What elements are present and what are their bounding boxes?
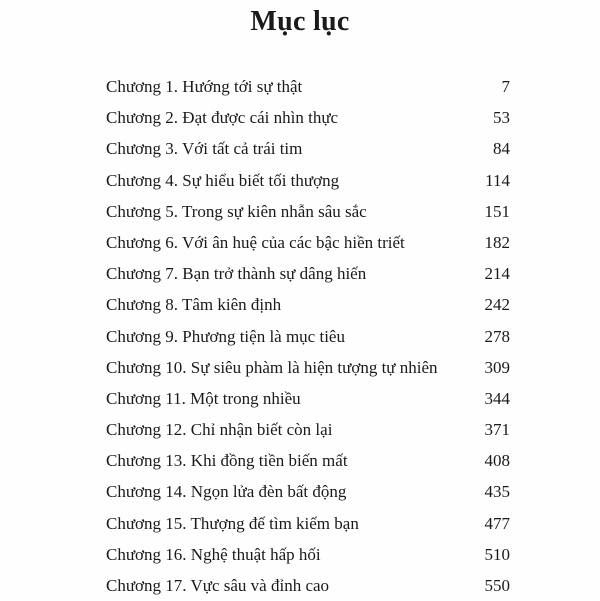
toc-entry-label: Chương 13. Khi đồng tiền biến mất [106,451,348,471]
toc-entry-page: 278 [484,326,510,346]
toc-entry-13 [106,445,510,476]
toc-entry-label: Chương 14. Ngọn lửa đèn bất động [106,482,347,502]
toc-entry-page: 435 [484,482,510,502]
toc-entry-page: 371 [484,420,510,440]
toc-entry-4 [106,165,510,196]
toc-entry-17 [106,570,510,601]
toc-entry-10 [106,352,510,383]
toc-entry-page: 151 [484,201,510,221]
table-of-contents [106,71,510,601]
toc-entry-label: Chương 1. Hướng tới sự thật [106,77,303,96]
toc-entry-label: Chương 6. Với ân huệ của các bậc hiền triết [106,232,405,252]
toc-entry-label: Chương 3. Với tất cả trái tim [106,139,303,159]
toc-entry-page: 408 [484,451,510,471]
toc-entry-label: Chương 7. Bạn trở thành sự dâng hiến [106,264,367,284]
toc-entry-8 [106,289,510,320]
toc-entry-label: Chương 2. Đạt được cái nhìn thực [106,108,339,128]
toc-entry-16 [106,539,510,570]
page-title: Mục lục [250,6,350,37]
toc-entry-page: 550 [484,576,510,595]
toc-entry-label: Chương 10. Sự siêu phàm là hiện tượng tự nhiên [106,357,438,377]
toc-entry-3 [106,133,510,164]
toc-entry-label: Chương 8. Tâm kiên định [106,295,282,315]
toc-entry-page: 84 [493,139,510,159]
toc-entry-page: 309 [484,357,510,377]
toc-entry-label: Chương 11. Một trong nhiều [106,388,301,408]
toc-entry-page: 182 [484,232,510,252]
toc-entry-7 [106,258,510,289]
toc-entry-12 [106,414,510,445]
toc-entry-1 [106,71,510,102]
toc-entry-page: 242 [484,295,510,315]
toc-entry-page: 477 [484,513,510,533]
toc-entry-label: Chương 9. Phương tiện là mục tiêu [106,326,345,346]
toc-entry-page: 53 [493,108,510,128]
toc-entry-label: Chương 12. Chỉ nhận biết còn lại [106,420,333,440]
toc-entry-label: Chương 4. Sự hiểu biết tối thượng [106,170,340,190]
toc-entry-page: 114 [485,170,510,190]
toc-entry-page: 7 [501,77,510,96]
toc-entry-2 [106,102,510,133]
toc-entry-9 [106,321,510,352]
toc-entry-14 [106,476,510,507]
toc-entry-label: Chương 17. Vực sâu và đỉnh cao [106,576,330,595]
toc-entry-page: 510 [484,544,510,564]
toc-entry-label: Chương 5. Trong sự kiên nhẫn sâu sắc [106,201,367,221]
toc-entry-5 [106,196,510,227]
toc-entry-page: 344 [484,388,510,408]
toc-entry-15 [106,508,510,539]
toc-entry-label: Chương 15. Thượng đế tìm kiếm bạn [106,513,359,533]
toc-entry-page: 214 [484,264,510,284]
toc-entry-label: Chương 16. Nghệ thuật hấp hối [106,544,321,564]
toc-entry-6 [106,227,510,258]
toc-entry-11 [106,383,510,414]
